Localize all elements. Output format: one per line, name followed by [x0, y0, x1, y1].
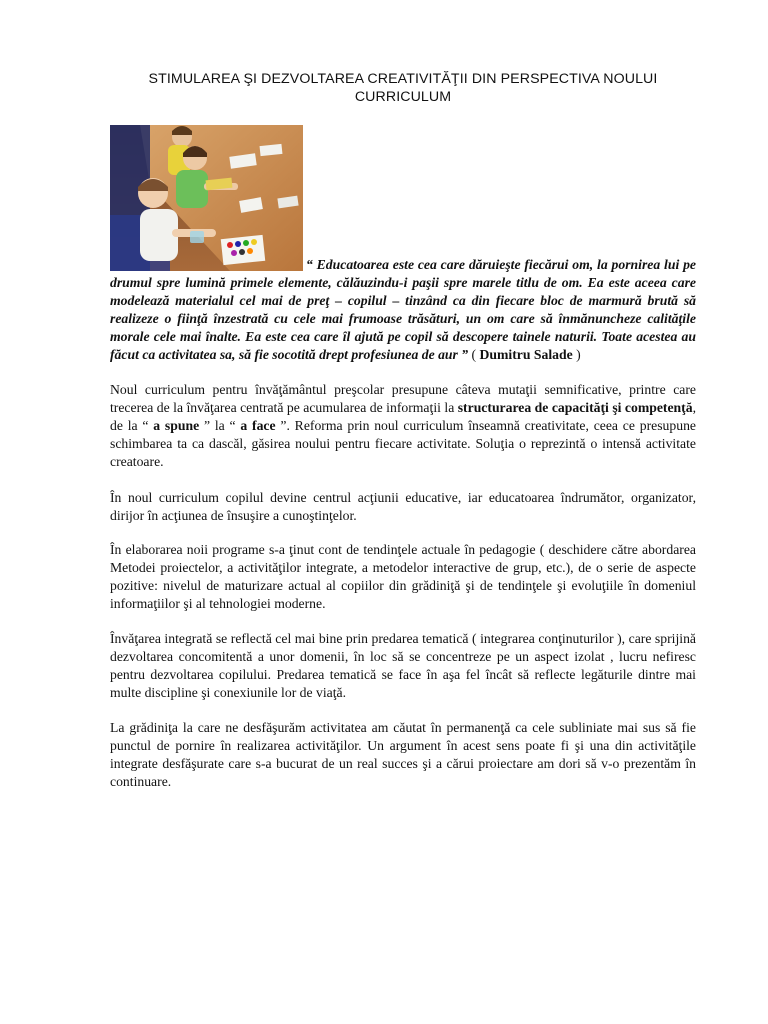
document-title: STIMULAREA ŞI DEZVOLTAREA CREATIVITĂŢII DIN PERSPECTIVA NOULUI CURRICULUM	[148, 71, 658, 105]
p1-bold-competente: structurarea de capacităţi şi competenţă	[457, 399, 693, 415]
quote-paren-close: )	[572, 346, 581, 362]
quote-author: Dumitru Salade	[479, 346, 573, 362]
p1-text-a: Noul curriculum pentru învăţământul preşcolar presupune câteva mutaţii semnificative, printre care trecerea de la învăţarea centrată pe acumularea de informaţii la	[110, 382, 696, 415]
p1-text-d: ” la “	[199, 417, 241, 433]
quote-paren-open: (	[468, 346, 480, 362]
paragraph-5: La grădiniţa la care ne desfăşurăm activitatea am căutat în permanenţă ca cele subliniate mai sus să fie punctul de pornire în realizarea activităţilor. Un argument în acest sens poate fi şi una din activităţile integrate desfăşurate care s-a bucurat de un real succes şi a cărui proiectare am dori să v-o prezentăm în continuare.	[110, 720, 696, 789]
p1-text-c: , de la “	[110, 399, 696, 433]
p1-bold-a-face: a face	[240, 417, 276, 433]
children-painting-photo	[110, 125, 303, 271]
paragraph-4: Învăţarea integrată se reflectă cel mai bine prin predarea tematică ( integrarea conţinuturilor ), care sprijină dezvoltarea concomitentă a unor domenii, în loc să se concentreze pe un aspect izolat , lucru nefiresc pentru dezvoltarea copilului. Predarea tematică se face în aşa fel încât să reflecte legăturile dintre mai multe discipline şi conexiunile lor de viaţă.	[110, 631, 696, 700]
paragraph-2: În noul curriculum copilul devine centrul acţiunii educative, iar educatoarea îndrumător, organizator, dirijor în acţiunea de însuşire a cunoştinţelor.	[110, 490, 696, 523]
opening-quote	[110, 256, 696, 363]
paragraph-1	[110, 381, 696, 471]
p1-bold-a-spune: a spune	[153, 417, 200, 433]
quote-attribution	[468, 347, 581, 362]
p1-text-e: ”. Reforma prin noul curriculum înseamnă creativitate, ceea ce presupune schimbarea ta ca dascăl, găsirea noului pentru fiecare activitate. Soluţia o reprezintă o intensă activitate creatoare.	[110, 417, 696, 469]
paragraph-3: În elaborarea noii programe s-a ţinut cont de tendinţele actuale în pedagogie ( deschidere către abordarea Metodei proiectelor, a activităţilor integrate, a metodelor interactive de grup, etc.), de o serie de aspecte pozitive: nivelul de maturizare actual al copiilor din grădiniţă şi de tendinţele şi evoluţiile în domeniul informaţiilor şi al tehnologiei moderne.	[110, 542, 696, 611]
quote-text: “ Educatoarea este cea care dăruieşte fiecărui om, la pornirea lui pe drumul spre lumină primele elemente, călăuzindu-i paşii spre marele titlu de om. Ea este aceea care modelează materialul cel mai de preţ – copilul – tinzând ca din fiecare bloc de marmură brută să realizeze o fiinţă înzestrată cu cele mai frumoase trăsături, un om care să înmănuncheze calităţile morale cele mai înalte. Ea este cea care îl ajută pe copil să descopere tainele naturii. Toate acestea au făcut ca activitatea sa, să fie socotită drept profesiunea de aur ”	[110, 257, 696, 362]
